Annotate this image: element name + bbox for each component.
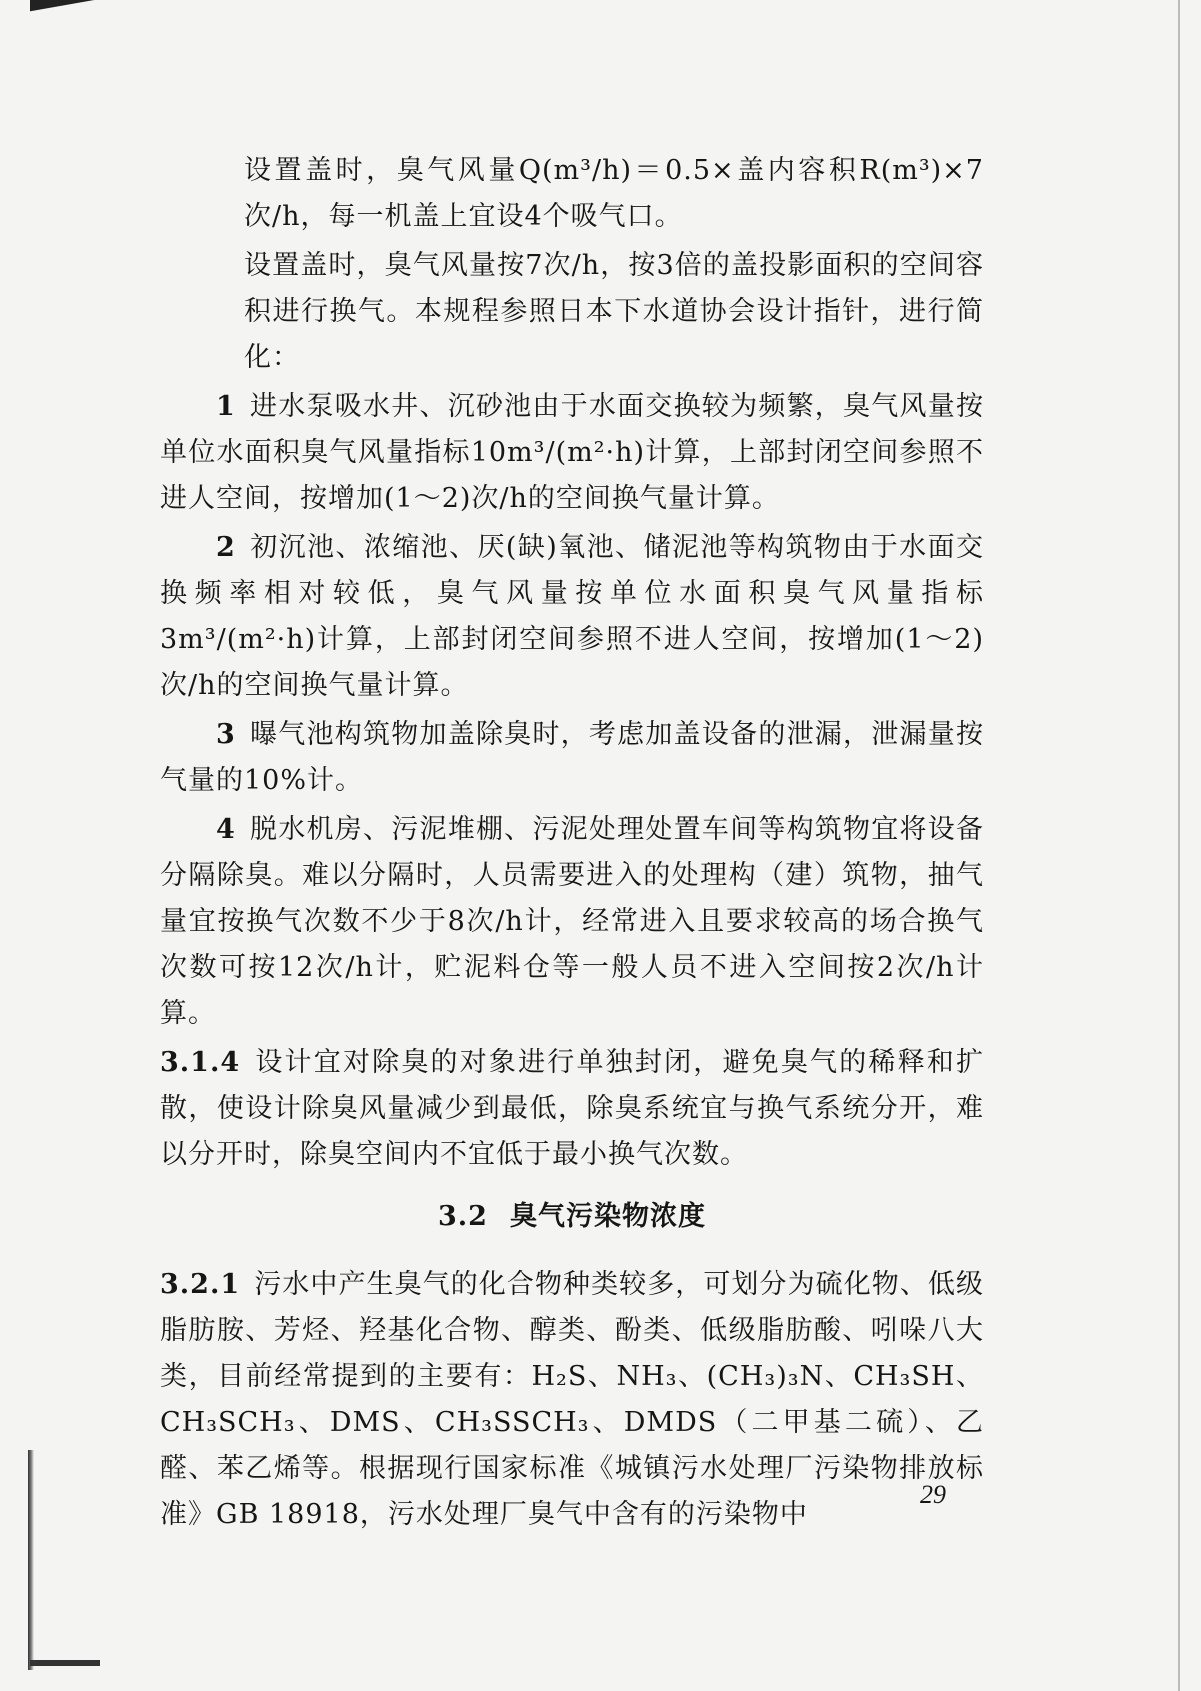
clause-number: 3.1.4 [160, 1047, 241, 1078]
item-number: 2 [216, 532, 236, 563]
section-title-text: 臭气污染物浓度 [509, 1201, 706, 1232]
scan-shadow-top [30, 0, 150, 40]
clause-number: 3.2.1 [160, 1269, 241, 1300]
quote-paragraph-2: 设置盖时，臭气风量按7次/h，按3倍的盖投影面积的空间容积进行换气。本规程参照日本下水道协会设计指针，进行简化： [244, 250, 984, 373]
item-text: 进水泵吸水井、沉砂池由于水面交换较为频繁，臭气风量按单位水面积臭气风量指标10m³/(m²·h)计算，上部封闭空间参照不进人空间，按增加(1～2)次/h的空间换气量计算。 [160, 391, 984, 514]
item-number: 4 [216, 814, 236, 845]
scan-shadow-left [28, 1450, 34, 1670]
item-text: 脱水机房、污泥堆棚、污泥处理处置车间等构筑物宜将设备分隔除臭。难以分隔时，人员需要进入的处理构（建）筑物，抽气量宜按换气次数不少于8次/h计，经常进入且要求较高的场合换气次数可按12次/h计，贮泥料仓等一般人员不进入空间按2次/h计算。 [160, 814, 984, 1029]
clause-3-1-4 [160, 1040, 984, 1178]
page-body [160, 148, 984, 1541]
clause-3-2-1 [160, 1262, 984, 1538]
scan-shadow-right [1178, 0, 1180, 1691]
list-item-4 [160, 807, 984, 1037]
item-number: 3 [216, 719, 236, 750]
clause-text: 污水中产生臭气的化合物种类较多，可划分为硫化物、低级脂肪胺、芳烃、羟基化合物、醇类、酚类、低级脂肪酸、吲哚八大类，目前经常提到的主要有：H₂S、NH₃、(CH₃)₃N、CH₃SH、CH₃SCH₃、DMS、CH₃SSCH₃、DMDS（二甲基二硫）、乙醛、苯乙烯等。根据现行国家标准《城镇污水处理厂污染物排放标准》GB 18918，污水处理厂臭气中含有的污染物中 [160, 1269, 984, 1530]
section-number: 3.2 [438, 1201, 488, 1232]
scan-shadow-bottom [30, 1660, 100, 1666]
section-heading [160, 1194, 984, 1240]
item-text: 初沉池、浓缩池、厌(缺)氧池、储泥池等构筑物由于水面交换频率相对较低，臭气风量按单位水面积臭气风量指标3m³/(m²·h)计算，上部封闭空间参照不进人空间，按增加(1～2)次/h的空间换气量计算。 [160, 532, 984, 701]
item-number: 1 [216, 391, 236, 422]
list-item-1 [160, 384, 984, 522]
list-item-2 [160, 525, 984, 709]
page-number: 29 [920, 1480, 946, 1509]
clause-text: 设计宜对除臭的对象进行单独封闭，避免臭气的稀释和扩散，使设计除臭风量减少到最低，除臭系统宜与换气系统分开，难以分开时，除臭空间内不宜低于最小换气次数。 [160, 1047, 984, 1170]
item-text: 曝气池构筑物加盖除臭时，考虑加盖设备的泄漏，泄漏量按气量的10%计。 [160, 719, 984, 796]
quote-paragraph-1: 设置盖时，臭气风量Q(m³/h)＝0.5×盖内容积R(m³)×7次/h，每一机盖上宜设4个吸气口。 [244, 155, 984, 232]
list-item-3 [160, 712, 984, 804]
